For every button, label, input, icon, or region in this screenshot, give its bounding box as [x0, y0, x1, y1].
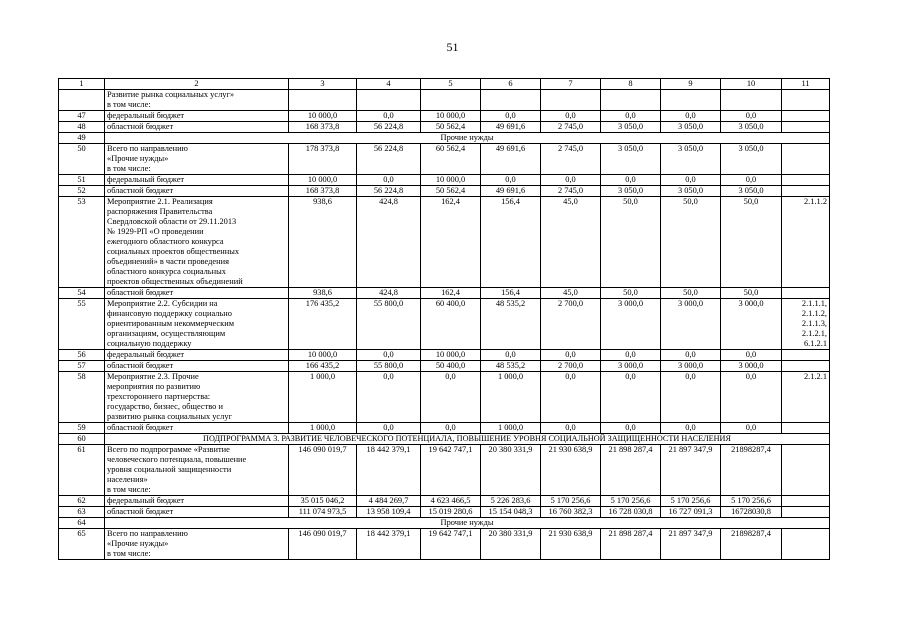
item-name [105, 299, 289, 350]
value-cell: 16 760 382,3 [541, 507, 601, 518]
item-name [105, 90, 289, 111]
item-name-line: в том числе: [107, 485, 151, 494]
value-cell: 0,0 [601, 372, 661, 423]
item-name-line: «Прочие нужды» [107, 154, 169, 163]
header-cell: 11 [782, 79, 830, 90]
item-name-line: областной бюджет [107, 186, 174, 195]
value-cell: 60 400,0 [421, 299, 481, 350]
value-cell: 48 535,2 [481, 361, 541, 372]
value-cell: 111 074 973,5 [289, 507, 357, 518]
item-name-line: областной бюджет [107, 423, 174, 432]
value-cell [289, 90, 357, 111]
value-cell [601, 90, 661, 111]
value-cell: 48 535,2 [481, 299, 541, 350]
target-code [782, 144, 830, 175]
value-cell: 0,0 [481, 350, 541, 361]
item-name-line: ориентированным некоммерческим [107, 319, 234, 328]
value-cell: 50 562,4 [421, 122, 481, 133]
table-row [59, 496, 830, 507]
value-cell: 178 373,8 [289, 144, 357, 175]
value-cell: 3 050,0 [661, 144, 721, 175]
value-cell: 0,0 [661, 175, 721, 186]
item-name-line: Развитие рынка социальных услуг» [107, 90, 235, 99]
item-name-line: областной бюджет [107, 122, 174, 131]
value-cell: 15 019 280,6 [421, 507, 481, 518]
item-name [105, 144, 289, 175]
subprogram-title: ПОДПРОГРАММА 3. РАЗВИТИЕ ЧЕЛОВЕЧЕСКОГО ПОТЕНЦИАЛА, ПОВЫШЕНИЕ УРОВНЯ СОЦИАЛЬНОЙ ЗАЩИЩЕННОСТИ НАСЕЛЕНИЯ [105, 434, 830, 445]
value-cell: 10 000,0 [289, 111, 357, 122]
value-cell: 21 930 638,9 [541, 445, 601, 496]
table-row [59, 133, 830, 144]
value-cell: 3 050,0 [601, 122, 661, 133]
value-cell: 3 000,0 [721, 299, 782, 350]
item-name [105, 175, 289, 186]
row-number: 56 [59, 350, 105, 361]
value-cell: 0,0 [601, 423, 661, 434]
item-name [105, 186, 289, 197]
budget-table [58, 78, 830, 560]
value-cell: 21 898 287,4 [601, 529, 661, 560]
value-cell: 50,0 [601, 197, 661, 288]
value-cell: 49 691,6 [481, 186, 541, 197]
item-name [105, 496, 289, 507]
value-cell: 16 728 030,8 [601, 507, 661, 518]
item-name-line: Мероприятие 2.1. Реализация [107, 197, 213, 206]
row-number: 63 [59, 507, 105, 518]
value-cell: 20 380 331,9 [481, 529, 541, 560]
item-name [105, 445, 289, 496]
value-cell: 424,8 [357, 197, 421, 288]
row-number: 51 [59, 175, 105, 186]
item-name [105, 361, 289, 372]
target-code [782, 423, 830, 434]
value-cell: 49 691,6 [481, 144, 541, 175]
item-name-line: Мероприятие 2.2. Субсидии на [107, 299, 218, 308]
table-row [59, 423, 830, 434]
value-cell [721, 90, 782, 111]
item-name-line: в том числе: [107, 549, 151, 558]
item-name-line: уровня социальной защищенности [107, 465, 232, 474]
value-cell: 56 224,8 [357, 186, 421, 197]
row-number: 59 [59, 423, 105, 434]
item-name-line: социальную поддержку [107, 339, 192, 348]
value-cell: 938,6 [289, 288, 357, 299]
value-cell [357, 90, 421, 111]
value-cell: 10 000,0 [421, 111, 481, 122]
value-cell: 19 642 747,1 [421, 445, 481, 496]
value-cell: 49 691,6 [481, 122, 541, 133]
target-code-line: 2.1.1.2, [801, 309, 827, 318]
value-cell: 3 000,0 [661, 361, 721, 372]
value-cell [421, 90, 481, 111]
value-cell: 0,0 [721, 423, 782, 434]
value-cell: 1 000,0 [481, 372, 541, 423]
item-name-line: финансовую поддержку социально [107, 309, 232, 318]
table-row [59, 529, 830, 560]
row-number: 55 [59, 299, 105, 350]
target-code-line: 2.1.1.1, [801, 299, 827, 308]
table-row [59, 434, 830, 445]
table-row [59, 372, 830, 423]
row-number: 65 [59, 529, 105, 560]
item-name-line: Всего по направлению [107, 144, 188, 153]
value-cell: 19 642 747,1 [421, 529, 481, 560]
target-code-line: 6.1.2.1 [803, 339, 827, 348]
value-cell: 0,0 [541, 372, 601, 423]
row-number: 62 [59, 496, 105, 507]
row-number: 54 [59, 288, 105, 299]
target-code [782, 350, 830, 361]
value-cell: 0,0 [721, 175, 782, 186]
value-cell: 0,0 [541, 175, 601, 186]
item-name-line: Свердловской области от 29.11.2013 [107, 217, 237, 226]
target-code [782, 122, 830, 133]
value-cell: 2 745,0 [541, 186, 601, 197]
value-cell: 50 400,0 [421, 361, 481, 372]
value-cell: 45,0 [541, 288, 601, 299]
row-number: 49 [59, 133, 105, 144]
value-cell: 5 170 256,6 [541, 496, 601, 507]
value-cell: 21 897 347,9 [661, 445, 721, 496]
item-name-line: федеральный бюджет [107, 350, 185, 359]
value-cell: 0,0 [481, 111, 541, 122]
row-number: 58 [59, 372, 105, 423]
value-cell: 5 226 283,6 [481, 496, 541, 507]
section-title: Прочие нужды [105, 518, 830, 529]
value-cell: 18 442 379,1 [357, 529, 421, 560]
item-name [105, 372, 289, 423]
value-cell [481, 90, 541, 111]
value-cell: 0,0 [357, 175, 421, 186]
item-name-line: федеральный бюджет [107, 175, 185, 184]
value-cell: 3 050,0 [661, 186, 721, 197]
item-name-line: Всего по подпрограмме «Развитие [107, 445, 230, 454]
table-row [59, 507, 830, 518]
value-cell: 0,0 [661, 111, 721, 122]
value-cell: 50,0 [721, 288, 782, 299]
row-number: 52 [59, 186, 105, 197]
value-cell [661, 90, 721, 111]
item-name-line: государство, бизнес, общество и [107, 402, 223, 411]
value-cell: 4 484 269,7 [357, 496, 421, 507]
value-cell: 10 000,0 [289, 350, 357, 361]
item-name [105, 350, 289, 361]
item-name [105, 111, 289, 122]
value-cell: 162,4 [421, 288, 481, 299]
value-cell: 50,0 [721, 197, 782, 288]
value-cell: 146 090 019,7 [289, 529, 357, 560]
table-row [59, 288, 830, 299]
item-name-line: населения» [107, 475, 148, 484]
target-code-line: 2.1.2.1, [801, 329, 827, 338]
value-cell: 0,0 [661, 423, 721, 434]
table-row [59, 144, 830, 175]
item-name-line: мероприятия по развитию [107, 382, 201, 391]
header-cell: 9 [661, 79, 721, 90]
value-cell: 5 170 256,6 [661, 496, 721, 507]
page-number: 51 [446, 40, 459, 54]
item-name-line: в том числе: [107, 100, 151, 109]
target-code [782, 507, 830, 518]
target-code [782, 197, 830, 288]
item-name-line: организациям, осуществляющим [107, 329, 226, 338]
value-cell: 3 050,0 [601, 186, 661, 197]
item-name-line: распоряжения Правительства [107, 207, 213, 216]
item-name-line: федеральный бюджет [107, 111, 185, 120]
item-name [105, 197, 289, 288]
value-cell: 0,0 [721, 350, 782, 361]
item-name-line: № 1929-РП «О проведении [107, 227, 204, 236]
value-cell: 56 224,8 [357, 144, 421, 175]
header-cell: 5 [421, 79, 481, 90]
value-cell: 166 435,2 [289, 361, 357, 372]
value-cell: 60 562,4 [421, 144, 481, 175]
row-number: 48 [59, 122, 105, 133]
value-cell: 15 154 048,3 [481, 507, 541, 518]
value-cell: 3 050,0 [721, 122, 782, 133]
value-cell: 0,0 [541, 350, 601, 361]
value-cell: 146 090 019,7 [289, 445, 357, 496]
value-cell: 3 050,0 [601, 144, 661, 175]
value-cell: 55 800,0 [357, 361, 421, 372]
item-name-line: областной бюджет [107, 288, 174, 297]
value-cell: 56 224,8 [357, 122, 421, 133]
value-cell: 50,0 [661, 197, 721, 288]
table-row [59, 445, 830, 496]
value-cell: 3 000,0 [601, 361, 661, 372]
row-number: 64 [59, 518, 105, 529]
value-cell: 176 435,2 [289, 299, 357, 350]
value-cell: 162,4 [421, 197, 481, 288]
item-name [105, 288, 289, 299]
value-cell: 55 800,0 [357, 299, 421, 350]
value-cell: 21898287,4 [721, 445, 782, 496]
row-number: 61 [59, 445, 105, 496]
value-cell: 4 623 466,5 [421, 496, 481, 507]
value-cell: 0,0 [421, 372, 481, 423]
item-name-line: областной бюджет [107, 507, 174, 516]
table-row [59, 361, 830, 372]
target-code [782, 496, 830, 507]
item-name-line: человеческого потенциала, повышение [107, 455, 247, 464]
target-code [782, 299, 830, 350]
item-name-line: трехстороннего партнерства: [107, 392, 211, 401]
target-code [782, 361, 830, 372]
row-number: 50 [59, 144, 105, 175]
value-cell: 16728030,8 [721, 507, 782, 518]
table-row [59, 90, 830, 111]
value-cell: 0,0 [541, 423, 601, 434]
value-cell: 168 373,8 [289, 186, 357, 197]
value-cell: 3 050,0 [721, 186, 782, 197]
value-cell: 0,0 [421, 423, 481, 434]
value-cell: 21898287,4 [721, 529, 782, 560]
value-cell: 3 050,0 [661, 122, 721, 133]
row-number: 53 [59, 197, 105, 288]
header-cell: 8 [601, 79, 661, 90]
value-cell: 0,0 [541, 111, 601, 122]
item-name [105, 423, 289, 434]
item-name-line: в том числе: [107, 164, 151, 173]
item-name-line: проектов общественных объединений [107, 277, 243, 286]
target-code-line: 2.1.1.3, [801, 319, 827, 328]
row-number: 60 [59, 434, 105, 445]
header-row [59, 79, 830, 90]
value-cell: 2 700,0 [541, 361, 601, 372]
value-cell: 45,0 [541, 197, 601, 288]
value-cell: 3 000,0 [601, 299, 661, 350]
value-cell: 0,0 [721, 111, 782, 122]
table-row [59, 518, 830, 529]
item-name-line: областной бюджет [107, 361, 174, 370]
row-number: 57 [59, 361, 105, 372]
value-cell: 16 727 091,3 [661, 507, 721, 518]
value-cell: 1 000,0 [289, 372, 357, 423]
value-cell: 10 000,0 [289, 175, 357, 186]
item-name [105, 529, 289, 560]
value-cell: 0,0 [601, 111, 661, 122]
value-cell: 21 898 287,4 [601, 445, 661, 496]
item-name-line: объединений» в части проведения [107, 257, 229, 266]
item-name-line: Всего по направлению [107, 529, 188, 538]
value-cell: 35 015 046,2 [289, 496, 357, 507]
value-cell: 0,0 [601, 350, 661, 361]
value-cell: 5 170 256,6 [721, 496, 782, 507]
header-cell: 7 [541, 79, 601, 90]
target-code [782, 90, 830, 111]
header-cell: 6 [481, 79, 541, 90]
value-cell: 0,0 [661, 350, 721, 361]
value-cell: 21 930 638,9 [541, 529, 601, 560]
row-number [59, 90, 105, 111]
item-name-line: ежегодного областного конкурса [107, 237, 224, 246]
value-cell: 50,0 [601, 288, 661, 299]
table-row [59, 111, 830, 122]
value-cell: 3 050,0 [721, 144, 782, 175]
target-code [782, 186, 830, 197]
value-cell: 10 000,0 [421, 350, 481, 361]
target-code-line: 2.1.1.2 [803, 197, 827, 206]
value-cell: 3 000,0 [721, 361, 782, 372]
target-code [782, 288, 830, 299]
header-cell: 10 [721, 79, 782, 90]
value-cell: 0,0 [601, 175, 661, 186]
value-cell: 18 442 379,1 [357, 445, 421, 496]
target-code [782, 529, 830, 560]
value-cell: 938,6 [289, 197, 357, 288]
value-cell: 0,0 [357, 111, 421, 122]
value-cell: 20 380 331,9 [481, 445, 541, 496]
item-name-line: «Прочие нужды» [107, 539, 169, 548]
header-cell: 3 [289, 79, 357, 90]
table-row [59, 122, 830, 133]
table-row [59, 299, 830, 350]
value-cell: 0,0 [357, 423, 421, 434]
value-cell: 2 745,0 [541, 144, 601, 175]
value-cell: 0,0 [481, 175, 541, 186]
value-cell: 0,0 [721, 372, 782, 423]
row-number: 47 [59, 111, 105, 122]
value-cell: 50 562,4 [421, 186, 481, 197]
table-row [59, 197, 830, 288]
item-name-line: федеральный бюджет [107, 496, 185, 505]
value-cell: 0,0 [357, 350, 421, 361]
target-code [782, 111, 830, 122]
value-cell: 10 000,0 [421, 175, 481, 186]
table-row [59, 175, 830, 186]
target-code-line: 2.1.2.1 [803, 372, 827, 381]
value-cell: 1 000,0 [481, 423, 541, 434]
value-cell: 3 000,0 [661, 299, 721, 350]
value-cell: 1 000,0 [289, 423, 357, 434]
header-cell: 1 [59, 79, 105, 90]
item-name-line: социальных проектов общественных [107, 247, 240, 256]
value-cell: 50,0 [661, 288, 721, 299]
header-cell: 2 [105, 79, 289, 90]
section-title: Прочие нужды [105, 133, 830, 144]
item-name-line: Мероприятие 2.3. Прочие [107, 372, 199, 381]
item-name [105, 507, 289, 518]
item-name-line: развитию рынка социальных услуг [107, 412, 232, 421]
value-cell: 156,4 [481, 288, 541, 299]
table-row [59, 186, 830, 197]
value-cell: 2 700,0 [541, 299, 601, 350]
table-body [59, 79, 830, 560]
target-code [782, 372, 830, 423]
target-code [782, 445, 830, 496]
value-cell: 156,4 [481, 197, 541, 288]
value-cell [541, 90, 601, 111]
value-cell: 0,0 [661, 372, 721, 423]
value-cell: 13 958 109,4 [357, 507, 421, 518]
item-name [105, 122, 289, 133]
header-cell: 4 [357, 79, 421, 90]
value-cell: 168 373,8 [289, 122, 357, 133]
target-code [782, 175, 830, 186]
value-cell: 424,8 [357, 288, 421, 299]
value-cell: 21 897 347,9 [661, 529, 721, 560]
item-name-line: областного конкурса социальных [107, 267, 226, 276]
table-row [59, 350, 830, 361]
value-cell: 5 170 256,6 [601, 496, 661, 507]
value-cell: 2 745,0 [541, 122, 601, 133]
value-cell: 0,0 [357, 372, 421, 423]
